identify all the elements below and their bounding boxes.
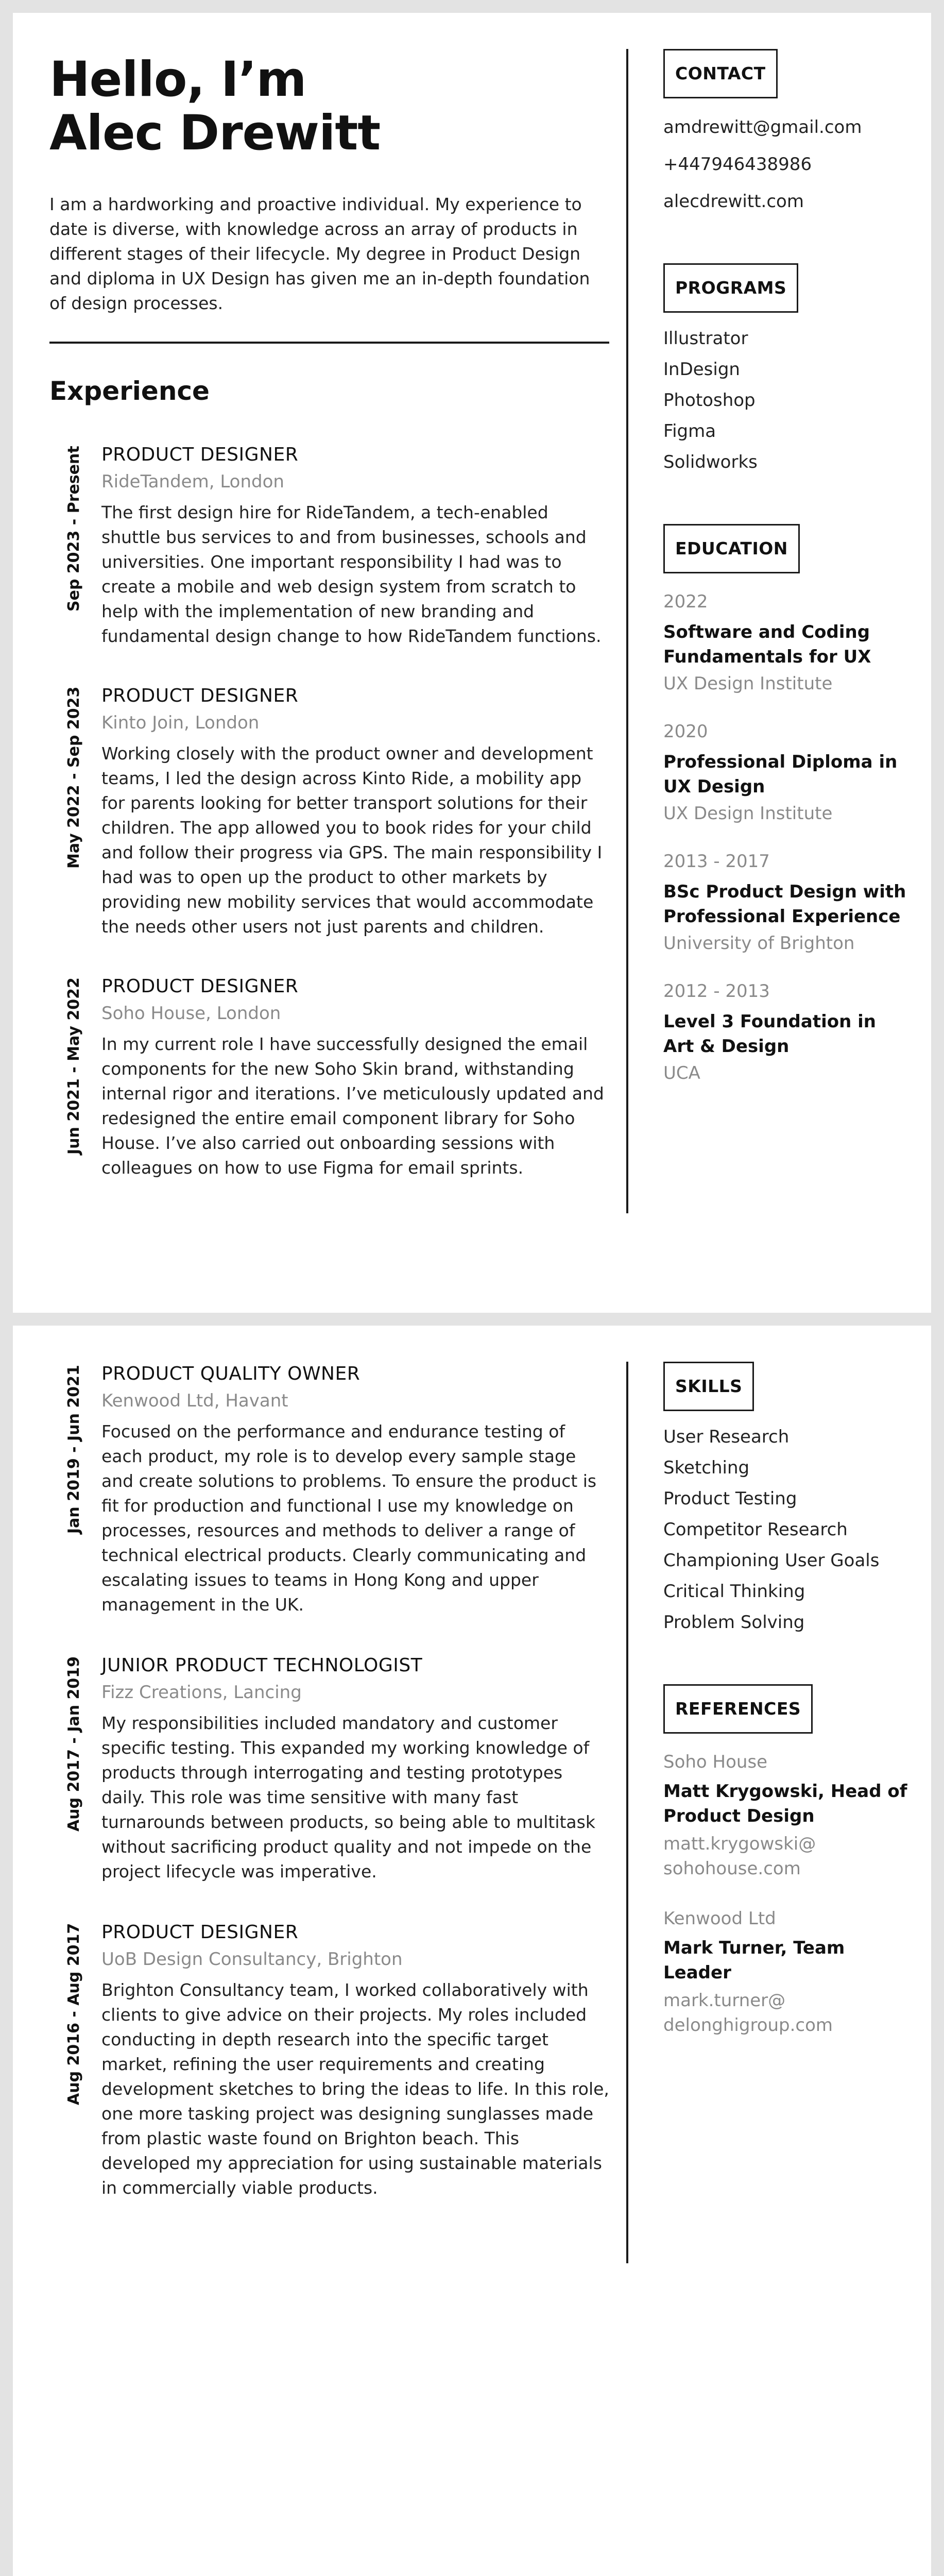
job-description: The first design hire for RideTandem, a tech-enabled shuttle bus services to and from businesses, schools and universities. One important responsibility I had was to create a mobile and web design system from scratch to help with the implementation of new branding and fundamental design change to how RideTandem functions. [101,502,602,646]
contact-phone[interactable]: +447946438986 [663,154,812,175]
job-description: My responsibilities included mandatory and customer specific testing. This expanded my working knowledge of products through interrogating and testing prototypes daily. This role was time sensitive with many fast turnarounds between products, so being able to multitask without sacrificing product quality and not impede on the project lifecycle was imperative. [101,1713,595,1882]
reference-company: Soho House [663,1752,768,1772]
intro-paragraph: I am a hardworking and proactive individual. My experience to date is diverse, with knowledge across an array of products in different stages of their lifecycle. My degree in Product Design and diploma in UX Design has given me an in-depth foundation of design processes. [49,194,590,313]
reference-entry [663,1749,911,1881]
job-dates: May 2022 - Sep 2023 [65,686,83,869]
education-school: UX Design Institute [663,803,833,824]
reference-email[interactable]: matt.krygowski@ sohohouse.com [663,1834,816,1879]
education-school: UCA [663,1063,700,1083]
job-title: PRODUCT DESIGNER [101,1922,299,1943]
sidebar [663,49,911,1087]
reference-person: Mark Turner, Team Leader [663,1938,845,1983]
contact-website[interactable]: alecdrewitt.com [663,191,804,212]
list-item: Problem Solving [663,1612,805,1633]
job-company: Kenwood Ltd, Havant [101,1391,288,1411]
greeting-heading: Hello, I’m Alec Drewitt [49,52,381,161]
job-description: Focused on the performance and endurance testing of each product, my role is to develop every sample stage and create solutions to problems. To ensure the product is fit for production and functional I use my knowledge on processes, resources and methods to deliver a range of technical electrical products. Clearly communicating and escalating issues to teams in Hong Kong and upper management in the UK. [101,1421,597,1615]
job-dates: Aug 2017 - Jan 2019 [65,1656,83,1832]
job-entry [49,1362,609,1628]
programs-list [663,323,911,478]
job-title: JUNIOR PRODUCT TECHNOLOGIST [101,1655,423,1676]
reference-entry [663,1906,911,2038]
reference-company: Kenwood Ltd [663,1908,776,1929]
job-company: UoB Design Consultancy, Brighton [101,1949,403,1970]
column-divider [626,49,628,1213]
list-item: Solidworks [663,452,758,472]
list-item: Illustrator [663,328,748,349]
list-item: Product Testing [663,1488,797,1509]
education-list [663,589,911,1087]
education-entry [663,849,911,957]
education-title: Professional Diploma in UX Design [663,752,898,797]
references-heading: REFERENCES [663,1684,813,1734]
education-title: Software and Coding Fundamentals for UX [663,622,871,667]
list-item: Competitor Research [663,1519,848,1540]
education-entry [663,978,911,1087]
contact-email[interactable]: amdrewitt@gmail.com [663,117,862,138]
education-years: 2020 [663,721,708,742]
main-column [49,53,609,1191]
job-dates: Jun 2021 - May 2022 [65,977,83,1155]
job-company: Fizz Creations, Lancing [101,1682,302,1703]
education-entry [663,589,911,697]
job-title: PRODUCT QUALITY OWNER [101,1363,361,1384]
resume-page-1 [13,13,931,1313]
contact-heading: CONTACT [663,49,778,98]
job-title: PRODUCT DESIGNER [101,685,299,706]
list-item: Photoshop [663,390,756,411]
job-entry [49,974,609,1191]
section-divider [49,342,609,344]
education-heading: EDUCATION [663,524,800,573]
job-title: PRODUCT DESIGNER [101,976,299,997]
list-item: InDesign [663,359,740,380]
job-company: RideTandem, London [101,471,284,492]
programs-heading: PROGRAMS [663,263,798,313]
education-title: BSc Product Design with Professional Experience [663,882,906,927]
job-entry [49,443,609,659]
job-description: In my current role I have successfully designed the email components for the new Soho Skin brand, withstanding internal rigor and iterations. I’ve meticulously updated and redesigned the entire email component library for Soho House. I’ve also carried out onboarding sessions with colleagues on how to use Figma for email sprints. [101,1034,604,1178]
column-divider [626,1362,628,2263]
education-years: 2022 [663,591,708,612]
job-entry [49,684,609,950]
list-item: Figma [663,421,716,442]
job-dates: Jan 2019 - Jun 2021 [65,1365,83,1534]
education-entry [663,719,911,827]
job-company: Soho House, London [101,1003,281,1024]
experience-heading: Experience [49,376,210,406]
list-item: Critical Thinking [663,1581,805,1602]
job-dates: Sep 2023 - Present [65,446,83,612]
education-school: UX Design Institute [663,673,833,694]
job-description: Brighton Consultancy team, I worked collaboratively with clients to give advice on their projects. My roles included conducting in depth research into the specific target market, refining the user requirements and creating development sketches to bring the ideas to life. In this role, one more tasking project was designing sunglasses made from plastic waste found on Brighton beach. This developed my appreciation for using sustainable materials in commercially viable products. [101,1980,609,2198]
job-dates: Aug 2016 - Aug 2017 [65,1923,83,2105]
reference-email[interactable]: mark.turner@ delonghigroup.com [663,1990,833,2036]
job-description: Working closely with the product owner and development teams, I led the design across Kinto Ride, a mobility app for parents looking for better transport solutions for their children. The app allowed you to book rides for your child and follow their progress via GPS. The main responsibility I had was to open up the product to other markets by providing new mobility services that would accommodate the needs other users not just parents and children. [101,743,603,937]
resume-page-2 [13,1326,931,2576]
skills-list [663,1421,911,1638]
main-column [49,1362,609,2211]
job-title: PRODUCT DESIGNER [101,444,299,465]
list-item: Championing User Goals [663,1550,880,1571]
education-years: 2013 - 2017 [663,851,770,872]
education-school: University of Brighton [663,933,855,954]
list-item: User Research [663,1427,789,1447]
list-item: Sketching [663,1458,750,1478]
job-company: Kinto Join, London [101,713,260,733]
job-entry [49,1920,609,2211]
reference-person: Matt Krygowski, Head of Product Design [663,1781,907,1826]
contact-list [663,109,911,220]
references-list [663,1749,911,2038]
sidebar [663,1362,911,2038]
education-years: 2012 - 2013 [663,981,770,1002]
skills-heading: SKILLS [663,1362,754,1411]
job-entry [49,1653,609,1894]
education-title: Level 3 Foundation in Art & Design [663,1011,876,1057]
